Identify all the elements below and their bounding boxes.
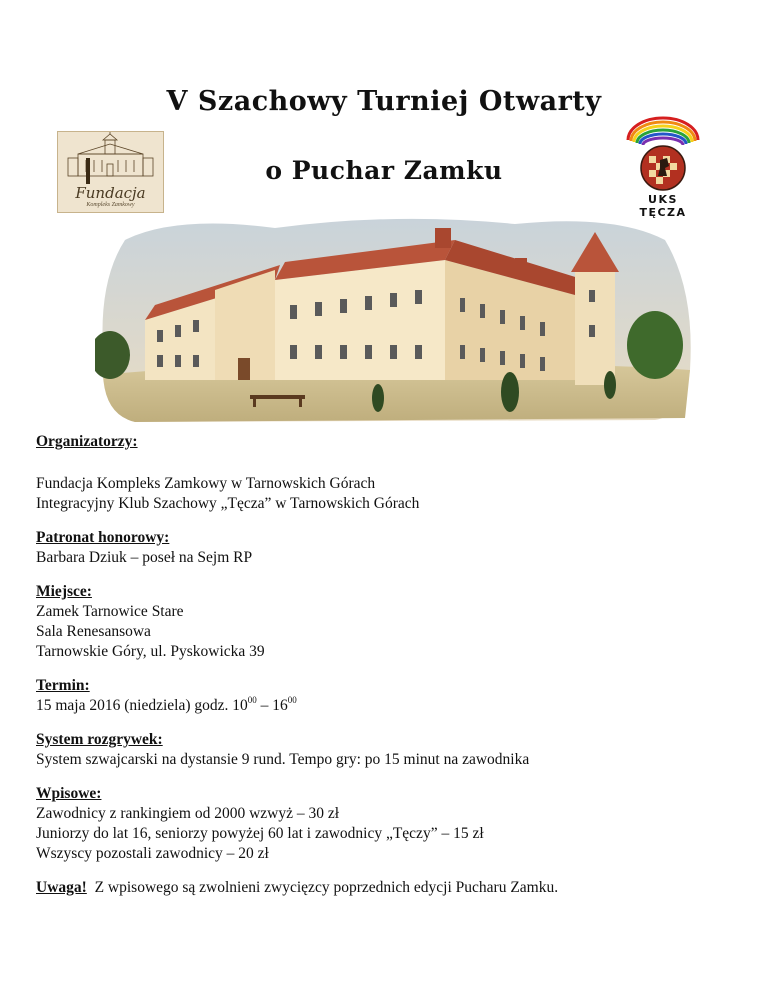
- patronage-heading: Patronat honorowy:: [36, 529, 170, 546]
- date-end-text: – 16: [256, 697, 288, 714]
- page-title: V Szachowy Turniej Otwarty: [166, 86, 602, 117]
- organizer-line: Integracyjny Klub Szachowy „Tęcza” w Tarnowskich Górach: [36, 495, 420, 512]
- fundacja-logo: [57, 131, 164, 213]
- date-text: 15 maja 2016 (niedziela) godz. 10: [36, 697, 248, 714]
- fee-line: Juniorzy do lat 16, seniorzy powyżej 60 lat i zawodnicy „Tęczy” – 15 zł: [36, 825, 484, 842]
- fee-heading: Wpisowe:: [36, 785, 102, 802]
- place-line: Sala Renesansowa: [36, 623, 151, 640]
- end-minutes: 00: [287, 694, 297, 705]
- organizers-heading: Organizatorzy:: [36, 433, 138, 450]
- castle-image-icon: [95, 210, 695, 425]
- fundacja-logo-text: Fundacja: [75, 184, 146, 202]
- organizer-line: Fundacja Kompleks Zamkowy w Tarnowskich Górach: [36, 475, 376, 492]
- tournament-details: [36, 432, 736, 898]
- uks-tecza-label: UKS TĘCZA: [639, 193, 687, 219]
- castle-illustration: [95, 210, 695, 425]
- date-line: [36, 696, 736, 716]
- page-subtitle: o Puchar Zamku: [265, 156, 503, 185]
- place-line: Tarnowskie Góry, ul. Pyskowicka 39: [36, 643, 265, 660]
- place-line: Zamek Tarnowice Stare: [36, 603, 184, 620]
- start-minutes: 00: [247, 694, 257, 705]
- note-line: [36, 878, 736, 898]
- date-heading: Termin:: [36, 677, 90, 694]
- place-heading: Miejsce:: [36, 583, 92, 600]
- castle-drawing-icon: [58, 132, 163, 184]
- fundacja-logo-subtitle: Kompleks Zamkowy: [86, 202, 135, 208]
- fee-line: Zawodnicy z rankingiem od 2000 wzwyż – 30 zł: [36, 805, 340, 822]
- fee-line: Wszyscy pozostali zawodnicy – 20 zł: [36, 845, 269, 862]
- system-heading: System rozgrywek:: [36, 731, 163, 748]
- note-heading: Uwaga!: [36, 879, 87, 896]
- rainbow-chess-icon: [622, 116, 704, 194]
- patronage-line: Barbara Dziuk – poseł na Sejm RP: [36, 549, 253, 566]
- note-text: Z wpisowego są zwolnieni zwycięzcy poprzednich edycji Pucharu Zamku.: [94, 879, 559, 896]
- system-line: System szwajcarski na dystansie 9 rund. Tempo gry: po 15 minut na zawodnika: [36, 751, 530, 768]
- uks-tecza-logo: [622, 116, 704, 219]
